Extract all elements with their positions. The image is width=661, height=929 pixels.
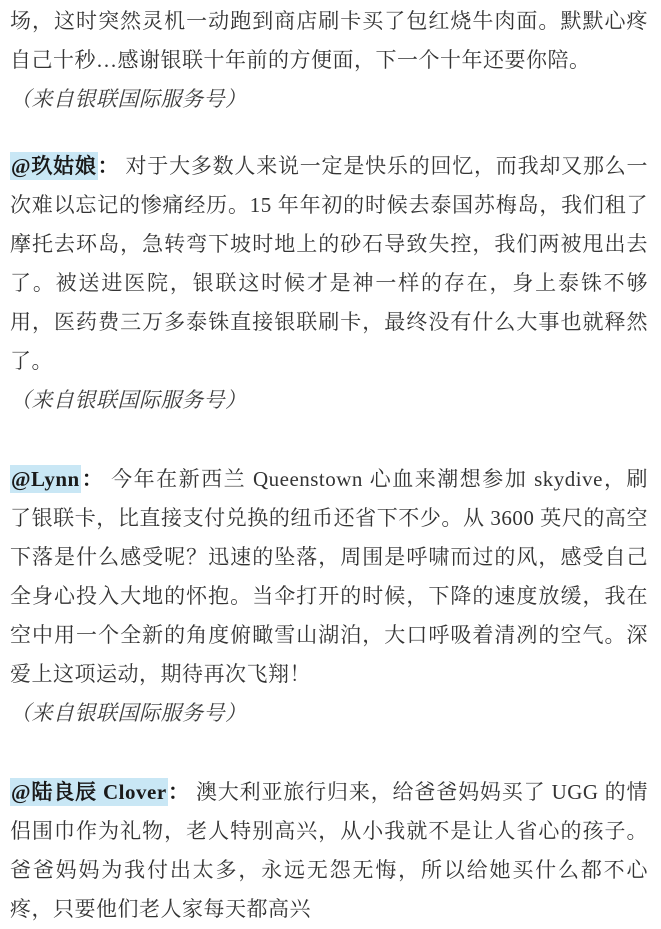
paragraph-text — [10, 460, 648, 694]
colon-separator: ： — [80, 467, 112, 491]
post-intro-continuation — [10, 2, 648, 119]
paragraph-text: 场，这时突然灵机一动跑到商店刷卡买了包红烧牛肉面。默默心疼自己十秒…感谢银联十年前的方便面，下一个十年还要你陪。 — [10, 9, 648, 72]
colon-separator: ： — [167, 780, 196, 804]
post-luliangchen-clover — [10, 773, 648, 929]
post-text: 今年在新西兰 Queenstown 心血来潮想参加 skydive，刷了银联卡，比直接支付兑换的纽币还省下不少。从 3600 英尺的高空下落是什么感受呢？迅速的坠落，周围是呼啸而过的风，感受自己全身心投入大地的怀抱。当伞打开的时候，下降的速度放缓，我在空中用一个全新的角度俯瞰雪山湖泊，大口呼吸着清冽的空气。深爱上这项运动，期待再次飞翔！ — [10, 467, 648, 686]
source-note: （来自银联国际服务号） — [10, 388, 247, 412]
source-note: （来自银联国际服务号） — [10, 701, 247, 725]
paragraph-text — [10, 773, 648, 929]
user-handle-highlight: @Lynn — [11, 467, 80, 491]
user-handle-highlight: @玖姑娘 — [11, 154, 97, 178]
paragraph-text — [10, 147, 648, 381]
colon-separator: ： — [97, 154, 126, 178]
source-note: （来自银联国际服务号） — [10, 87, 247, 111]
post-text: 对于大多数人来说一定是快乐的回忆，而我却又那么一次难以忘记的惨痛经历。15 年年初的时候去泰国苏梅岛，我们租了摩托去环岛，急转弯下坡时地上的砂石导致失控，我们两被甩出去了。被送进医院，银联这时候才是神一样的存在，身上泰铢不够用，医药费三万多泰铢直接银联刷卡，最终没有什么大事也就释然了。 — [10, 154, 649, 373]
user-handle-highlight: @陆良辰 Clover — [11, 780, 167, 804]
post-jiuguniang — [10, 147, 648, 420]
post-text: 澳大利亚旅行归来，给爸爸妈妈买了 UGG 的情侣围巾作为礼物，老人特别高兴，从小我就不是让人省心的孩子。爸爸妈妈为我付出太多，永远无怨无悔，所以给她买什么都不心疼，只要他们老人家每天都高兴 — [10, 780, 649, 921]
post-lynn — [10, 460, 648, 733]
